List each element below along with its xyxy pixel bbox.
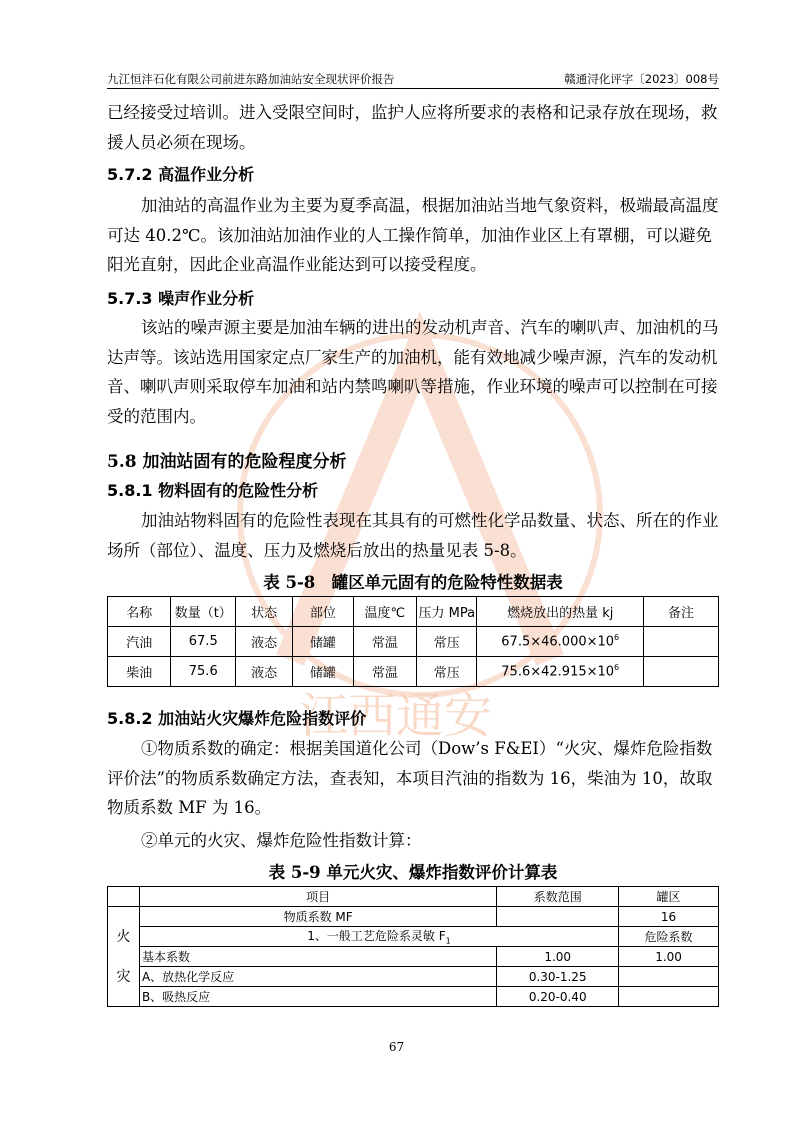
table-5-9-caption: 表 5-9 单元火灾、爆炸指数评价计算表	[268, 863, 558, 882]
cell-mf-label: 物质系数 MF	[139, 907, 496, 927]
cell-heat	[477, 657, 644, 687]
cell-location: 储罐	[293, 627, 353, 657]
column-header: 状态	[236, 597, 293, 627]
cell-state: 液态	[236, 657, 293, 687]
f1-subscript: 1	[445, 936, 451, 946]
cell-value	[619, 967, 719, 987]
heat-exponent: 6	[614, 663, 620, 673]
column-header: 备注	[643, 597, 718, 627]
watermark-text: 江西通安	[300, 688, 493, 744]
side-label	[108, 907, 140, 1007]
cell-name: 柴油	[108, 657, 171, 687]
column-header: 燃烧放出的热量 kj	[477, 597, 644, 627]
paragraph-5-7-2: 加油站的高温作业为主要为夏季高温，根据加油站当地气象资料，极端最高温度可达 40.2℃。该加油站加油作业的人工操作简单，加油作业区上有罩棚，可以避免阳光直射，因此企业高温作业能达到可以接受程度。	[107, 196, 719, 274]
table-5-8-caption: 表 5-8 罐区单元固有的危险特性数据表	[263, 573, 563, 592]
heading-5-8: 5.8 加油站固有的危险程度分析	[107, 452, 347, 472]
cell-quantity: 75.6	[171, 657, 236, 687]
column-header: 压力 MPa	[417, 597, 477, 627]
cell-state: 液态	[236, 627, 293, 657]
paragraph-5-7-3: 该站的噪声源主要是加油车辆的进出的发动机声音、汽车的喇叭声、加油机的马达声等。该站选用国家定点厂家生产的加油机，能有效地减少噪声源，汽车的发动机音、喇叭声则采取停车加油和站内禁鸣喇叭等措施，作业环境的噪声可以控制在可接受的范围内。	[107, 318, 719, 426]
heading-5-8-1: 5.8.1 物料固有的危险性分析	[107, 481, 319, 500]
cell-range: 0.20-0.40	[497, 987, 619, 1007]
side-label-char: 灾	[116, 968, 131, 985]
side-header-blank	[108, 887, 140, 907]
cell-value: 1.00	[619, 947, 719, 967]
table-row	[108, 657, 719, 687]
heat-value: 75.6×42.915×10	[501, 664, 615, 680]
paragraph-5-8-1: 加油站物料固有的危险性表现在其具有的可燃性化学品数量、状态、所在的作业场所（部位）、温度、压力及燃烧后放出的热量见表 5-8。	[107, 511, 719, 560]
table-row	[108, 947, 719, 967]
cell-range: 1.00	[497, 947, 619, 967]
table-5-8	[107, 596, 719, 687]
paragraph-intro: 已经接受过培训。进入受限空间时，监护人应将所要求的表格和记录存放在现场，救援人员必须在现场。	[107, 103, 718, 152]
cell-location: 储罐	[293, 657, 353, 687]
cell-mf-range	[497, 907, 619, 927]
page-number: 67	[388, 1040, 405, 1054]
cell-f1-label	[139, 927, 618, 947]
table-row	[108, 927, 719, 947]
column-header: 名称	[108, 597, 171, 627]
table-5-9	[107, 886, 719, 1007]
cell-f1-col: 危险系数	[619, 927, 719, 947]
table-row	[108, 987, 719, 1007]
cell-range: 0.30-1.25	[497, 967, 619, 987]
cell-item: B、吸热反应	[139, 987, 496, 1007]
cell-heat	[477, 627, 644, 657]
heading-5-8-2: 5.8.2 加油站火灾爆炸危险指数评价	[107, 709, 367, 728]
paragraph-5-8-2-a: ①物质系数的确定：根据美国道化公司（Dow’s F&EI）“火灾、爆炸危险指数评价法”的物质系数确定方法，查表知，本项目汽油的指数为 16，柴油为 10，故取物质系数 MF 为 16。	[107, 739, 713, 817]
heat-value: 67.5×46.000×10	[501, 634, 615, 650]
page-header	[107, 70, 719, 89]
header-report-number: 赣通浔化评字〔2023〕008号	[564, 72, 719, 86]
table-row	[108, 967, 719, 987]
cell-value	[619, 987, 719, 1007]
heading-5-7-2: 5.7.2 高温作业分析	[107, 165, 255, 184]
cell-item: A、放热化学反应	[139, 967, 496, 987]
column-header-item: 项目	[139, 887, 496, 907]
header-report-title: 九江恒沣石化有限公司前进东路加油站安全现状评价报告	[107, 72, 395, 86]
table-header-row	[108, 597, 719, 627]
table-header-row	[108, 887, 719, 907]
cell-quantity: 67.5	[171, 627, 236, 657]
column-header: 温度℃	[353, 597, 416, 627]
column-header: 部位	[293, 597, 353, 627]
table-row	[108, 627, 719, 657]
cell-pressure: 常压	[417, 627, 477, 657]
f1-text: 1、一般工艺危险系灵敏 F	[307, 929, 446, 944]
column-header: 数量（t）	[171, 597, 236, 627]
cell-name: 汽油	[108, 627, 171, 657]
heading-5-7-3: 5.7.3 噪声作业分析	[107, 289, 255, 308]
column-header-tank: 罐区	[619, 887, 719, 907]
paragraph-5-8-2-b: ②单元的火灾、爆炸危险性指数计算：	[141, 831, 422, 850]
cell-note	[643, 627, 718, 657]
cell-temperature: 常温	[353, 657, 416, 687]
table-row	[108, 907, 719, 927]
cell-temperature: 常温	[353, 627, 416, 657]
heat-exponent: 6	[614, 633, 620, 643]
side-label-char: 火	[116, 928, 131, 945]
column-header-range: 系数范围	[497, 887, 619, 907]
cell-note	[643, 657, 718, 687]
cell-mf-value: 16	[619, 907, 719, 927]
cell-item: 基本系数	[139, 947, 496, 967]
cell-pressure: 常压	[417, 657, 477, 687]
